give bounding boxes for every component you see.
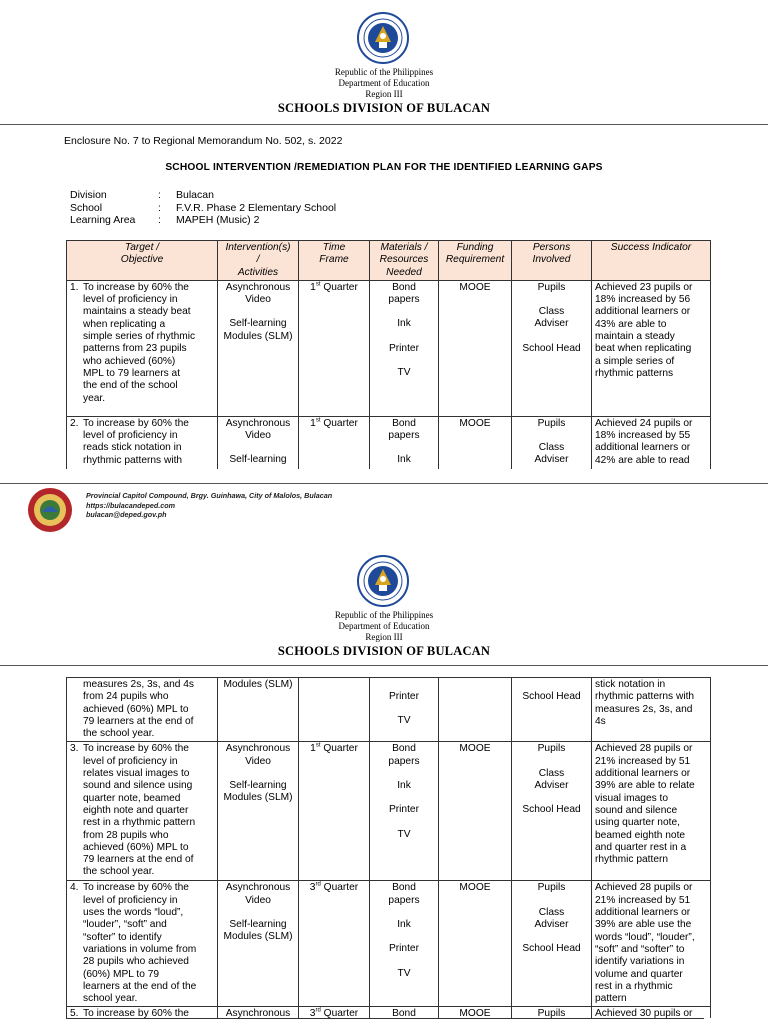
table-row: [67, 416, 711, 469]
table-header-row: [67, 241, 711, 281]
table-row: [67, 678, 711, 742]
enclosure-text: Enclosure No. 7 to Regional Memorandum No. 502, s. 2022: [64, 135, 343, 147]
info-block: [70, 189, 336, 227]
col-intervention: Intervention(s) / Activities: [218, 241, 299, 281]
intervention-cell: Asynchronous Video Self-learning Modules (SLM): [218, 742, 299, 881]
time-frame-cell: 3rd Quarter: [299, 881, 370, 1007]
col-target: Target / Objective: [67, 241, 218, 281]
success-cell: Achieved 30 pupils or: [592, 1007, 711, 1018]
plan-table-page2: [66, 677, 711, 1018]
info-row-school: School : F.V.R. Phase 2 Elementary School: [70, 201, 337, 214]
persons-cell: School Head: [512, 678, 592, 742]
page1-table-region: [0, 240, 768, 469]
persons-cell: Pupils Class Adviser School Head: [512, 280, 592, 416]
funding-cell: [439, 678, 512, 742]
info-value: MAPEH (Music) 2: [176, 214, 260, 226]
materials-cell: Bond papers Ink Printer TV: [370, 742, 439, 881]
header-line-republic: Republic of the Philippines: [334, 610, 434, 620]
funding-cell: MOOE: [439, 280, 512, 416]
col-time-frame: Time Frame: [299, 241, 370, 281]
objective-cell: 5. To increase by 60% the: [67, 1007, 218, 1018]
materials-cell: Bond papers Ink Printer TV: [370, 881, 439, 1007]
header-line-republic: Republic of the Philippines: [334, 67, 434, 77]
persons-cell: Pupils Class Adviser School Head: [512, 742, 592, 881]
intervention-cell: Asynchronous Video Self-learning Modules (SLM): [218, 280, 299, 416]
success-cell: Achieved 24 pupils or 18% increased by 55 additional learners or 42% are able to read: [592, 416, 711, 469]
footer-email: bulacan@deped.gov.ph: [86, 510, 167, 519]
info-value: F.V.R. Phase 2 Elementary School: [176, 201, 337, 214]
intervention-cell: Asynchronous Video Self-learning: [218, 416, 299, 469]
header-line-region: Region III: [365, 632, 403, 642]
funding-cell: MOOE: [439, 1007, 512, 1018]
page-header: [0, 610, 768, 659]
footer-address: Provincial Capitol Compound, Brgy. Guinhawa, City of Malolos, Bulacan: [86, 491, 333, 500]
footer-website: https://bulacandeped.com: [86, 500, 176, 510]
time-frame-cell: 1st Quarter: [299, 742, 370, 881]
persons-cell: Pupils: [512, 1007, 592, 1018]
info-key: Division: [70, 189, 107, 201]
success-cell: stick notation in rhythmic patterns with measures 2s, 3s, and 4s: [592, 678, 711, 742]
objective-cell: 2. To increase by 60% the level of proficiency in reads stick notation in rhythmic patterns with: [67, 416, 218, 469]
col-success: Success Indicator: [592, 241, 711, 281]
objective-cell: 1. To increase by 60% the level of proficiency in maintains a steady beat when replicating a simple series of rhythmic patterns from 23 pupils who achieved (60%) MPL to 79 learners at the end of the school year.: [67, 280, 218, 416]
plan-table-page1: [66, 240, 711, 469]
funding-cell: MOOE: [439, 416, 512, 469]
header-line-department: Department of Education: [338, 78, 430, 88]
table-row: [67, 742, 711, 881]
time-frame-cell: 1st Quarter: [299, 416, 370, 469]
time-frame-cell: 1st Quarter: [299, 280, 370, 416]
table-row: [67, 1007, 711, 1018]
col-persons: Persons Involved: [512, 241, 592, 281]
page-header: [0, 67, 768, 116]
funding-cell: MOOE: [439, 881, 512, 1007]
materials-cell: Printer TV: [370, 678, 439, 742]
materials-cell: Bond papers Ink: [370, 416, 439, 469]
info-value: Bulacan: [176, 189, 214, 201]
objective-cell: 3. To increase by 60% the level of proficiency in relates visual images to sound and silence using quarter note, beamed eighth note and quarter rest in a rhythmic pattern from 28 pupils who achieved (60%) MPL to 79 learners at the end of the school year.: [67, 742, 218, 881]
footer-contact: [86, 491, 332, 520]
info-row-learning-area: Learning Area : MAPEH (Music) 2: [70, 214, 260, 226]
page2-table-region: [0, 677, 768, 1018]
document-title: SCHOOL INTERVENTION /REMEDIATION PLAN FOR THE IDENTIFIED LEARNING GAPS: [165, 162, 603, 173]
header-division: SCHOOLS DIVISION OF BULACAN: [277, 101, 491, 115]
funding-cell: MOOE: [439, 742, 512, 881]
info-key: School: [70, 201, 103, 214]
table-row: [67, 881, 711, 1007]
table-row: [67, 280, 711, 416]
persons-cell: Pupils Class Adviser School Head: [512, 881, 592, 1007]
materials-cell: Bond: [370, 1007, 439, 1018]
header-line-region: Region III: [365, 89, 403, 99]
success-cell: Achieved 23 pupils or 18% increased by 56 additional learners or 43% are able to maintain a steady beat when replicating a simple series of rhythmic patterns: [592, 280, 711, 416]
materials-cell: Bond papers Ink Printer TV: [370, 280, 439, 416]
table-bottom-edge: [66, 1018, 704, 1019]
intervention-cell: Modules (SLM): [218, 678, 299, 742]
deped-seal-icon: [357, 12, 409, 64]
time-frame-cell: 3rd Quarter: [299, 1007, 370, 1018]
header-line-department: Department of Education: [338, 621, 430, 631]
persons-cell: Pupils Class Adviser: [512, 416, 592, 469]
objective-cell: 4. To increase by 60% the level of proficiency in uses the words “loud”, “louder”, “soft” and “softer” to identify variations in volume from 28 pupils who achieved (60%) MPL to 79 learners at the end of the school year.: [67, 881, 218, 1007]
header-division: SCHOOLS DIVISION OF BULACAN: [277, 644, 491, 658]
footer-divider: [0, 483, 768, 484]
success-cell: Achieved 28 pupils or 21% increased by 51 additional learners or 39% are able use the words “loud”, “louder”, “soft” and “softer” to identify variations in volume and quarter rest in a rhythmic pattern: [592, 881, 711, 1007]
col-funding: Funding Requirement: [439, 241, 512, 281]
time-frame-cell: [299, 678, 370, 742]
intervention-cell: Asynchronous: [218, 1007, 299, 1018]
col-materials: Materials / Resources Needed: [370, 241, 439, 281]
intervention-cell: Asynchronous Video Self-learning Modules (SLM): [218, 881, 299, 1007]
objective-cell: measures 2s, 3s, and 4s from 24 pupils who achieved (60%) MPL to 79 learners at the end of the school year.: [67, 678, 218, 742]
header-divider: [0, 124, 768, 125]
division-logo-icon: [27, 487, 73, 533]
info-key: Learning Area: [70, 214, 136, 226]
header-divider: [0, 665, 768, 666]
success-cell: Achieved 28 pupils or 21% increased by 51 additional learners or 39% are able to relate visual images to sound and silence using quarter note, beamed eighth note and quarter rest in a rhythmic pattern: [592, 742, 711, 881]
deped-seal-icon: [357, 555, 409, 607]
info-row-division: Division : Bulacan: [70, 189, 214, 201]
